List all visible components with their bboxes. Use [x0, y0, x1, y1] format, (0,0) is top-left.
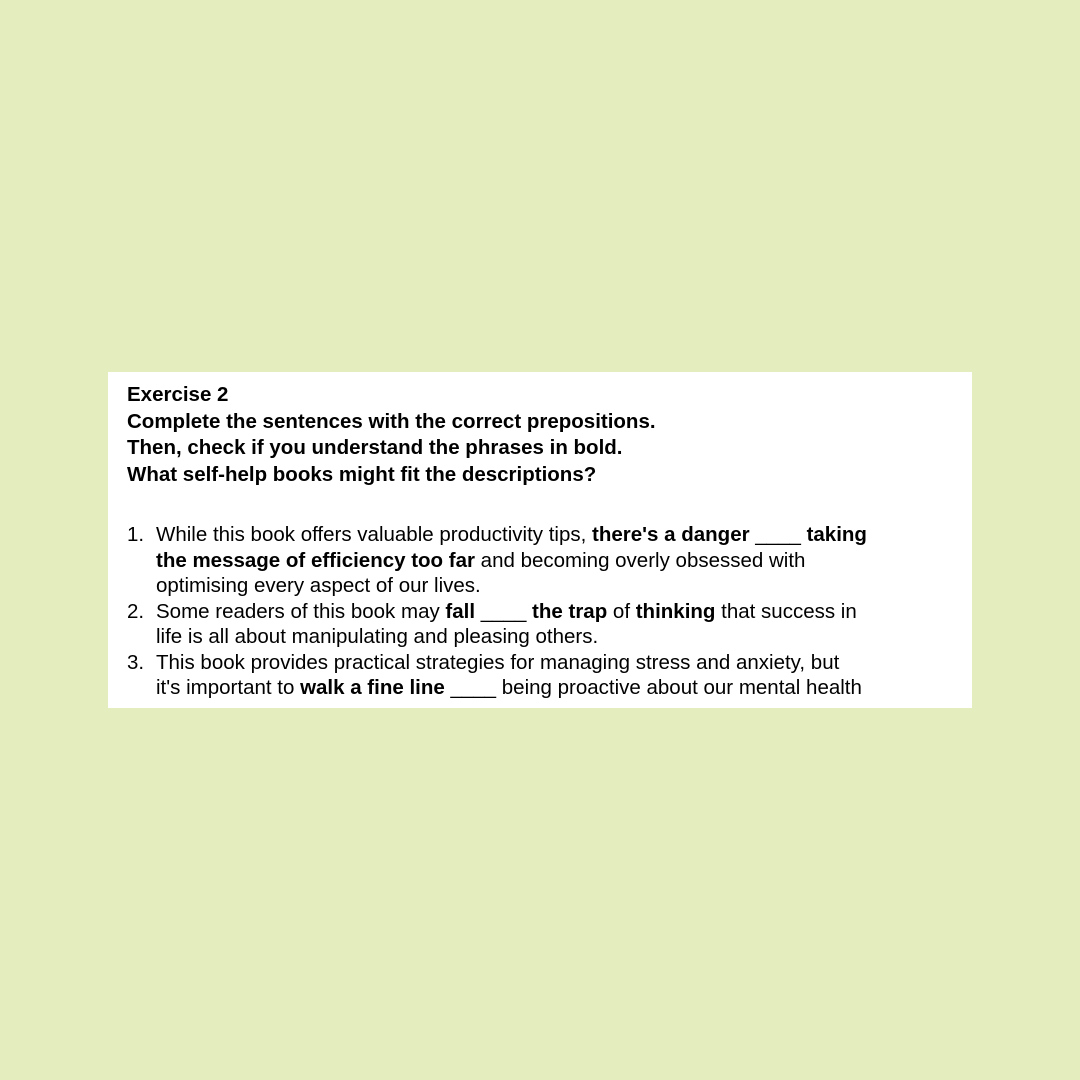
sentence-line — [156, 522, 956, 548]
bold-phrase: there's a danger — [592, 523, 750, 546]
bold-phrase: walk a fine line — [300, 676, 445, 699]
sentence-text: optimising every aspect of our lives. — [156, 574, 481, 597]
sentence-line — [156, 650, 956, 676]
bold-phrase: the trap — [532, 599, 608, 623]
sentence-text: While this book offers valuable productivity tips, — [156, 523, 593, 546]
item-number: 3. — [127, 650, 145, 674]
item-number: 2. — [127, 599, 145, 623]
sentence-line — [156, 599, 956, 625]
bold-phrase: taking — [806, 523, 867, 546]
bold-phrase: thinking — [635, 599, 716, 623]
sentence-text: of — [607, 599, 636, 623]
sentence-text: ____ being proactive about our mental health — [444, 676, 862, 699]
sentence-text: This book provides practical strategies for managing stress and anxiety, but — [156, 650, 840, 674]
sentence-text: and becoming overly obsessed with — [474, 548, 806, 572]
exercise-title: Exercise 2 — [127, 383, 229, 406]
instruction-3: What self-help books might fit the descriptions? — [127, 462, 597, 486]
sentence-text: ____ — [749, 523, 807, 546]
sentence-text: that success in — [715, 599, 857, 623]
sentence-line — [156, 624, 956, 650]
sentence-line — [156, 548, 956, 574]
list-item — [127, 599, 956, 650]
list-item — [127, 522, 956, 599]
instruction-1: Complete the sentences with the correct prepositions. — [127, 409, 656, 433]
sentence-line — [156, 573, 956, 599]
sentence-text: Some readers of this book may — [156, 599, 446, 623]
instruction-2: Then, check if you understand the phrases in bold. — [127, 436, 623, 459]
sentence-text: life is all about manipulating and pleasing others. — [156, 625, 599, 648]
sentence-line — [156, 675, 956, 701]
item-number: 1. — [127, 523, 145, 546]
list-item — [127, 650, 956, 701]
sentence-list — [127, 522, 972, 701]
bold-phrase: fall — [445, 599, 476, 623]
sentence-text: ____ — [475, 599, 533, 623]
bold-phrase: the message of efficiency too far — [156, 548, 475, 572]
exercise-card — [108, 372, 972, 708]
sentence-text: it's important to — [156, 676, 301, 699]
